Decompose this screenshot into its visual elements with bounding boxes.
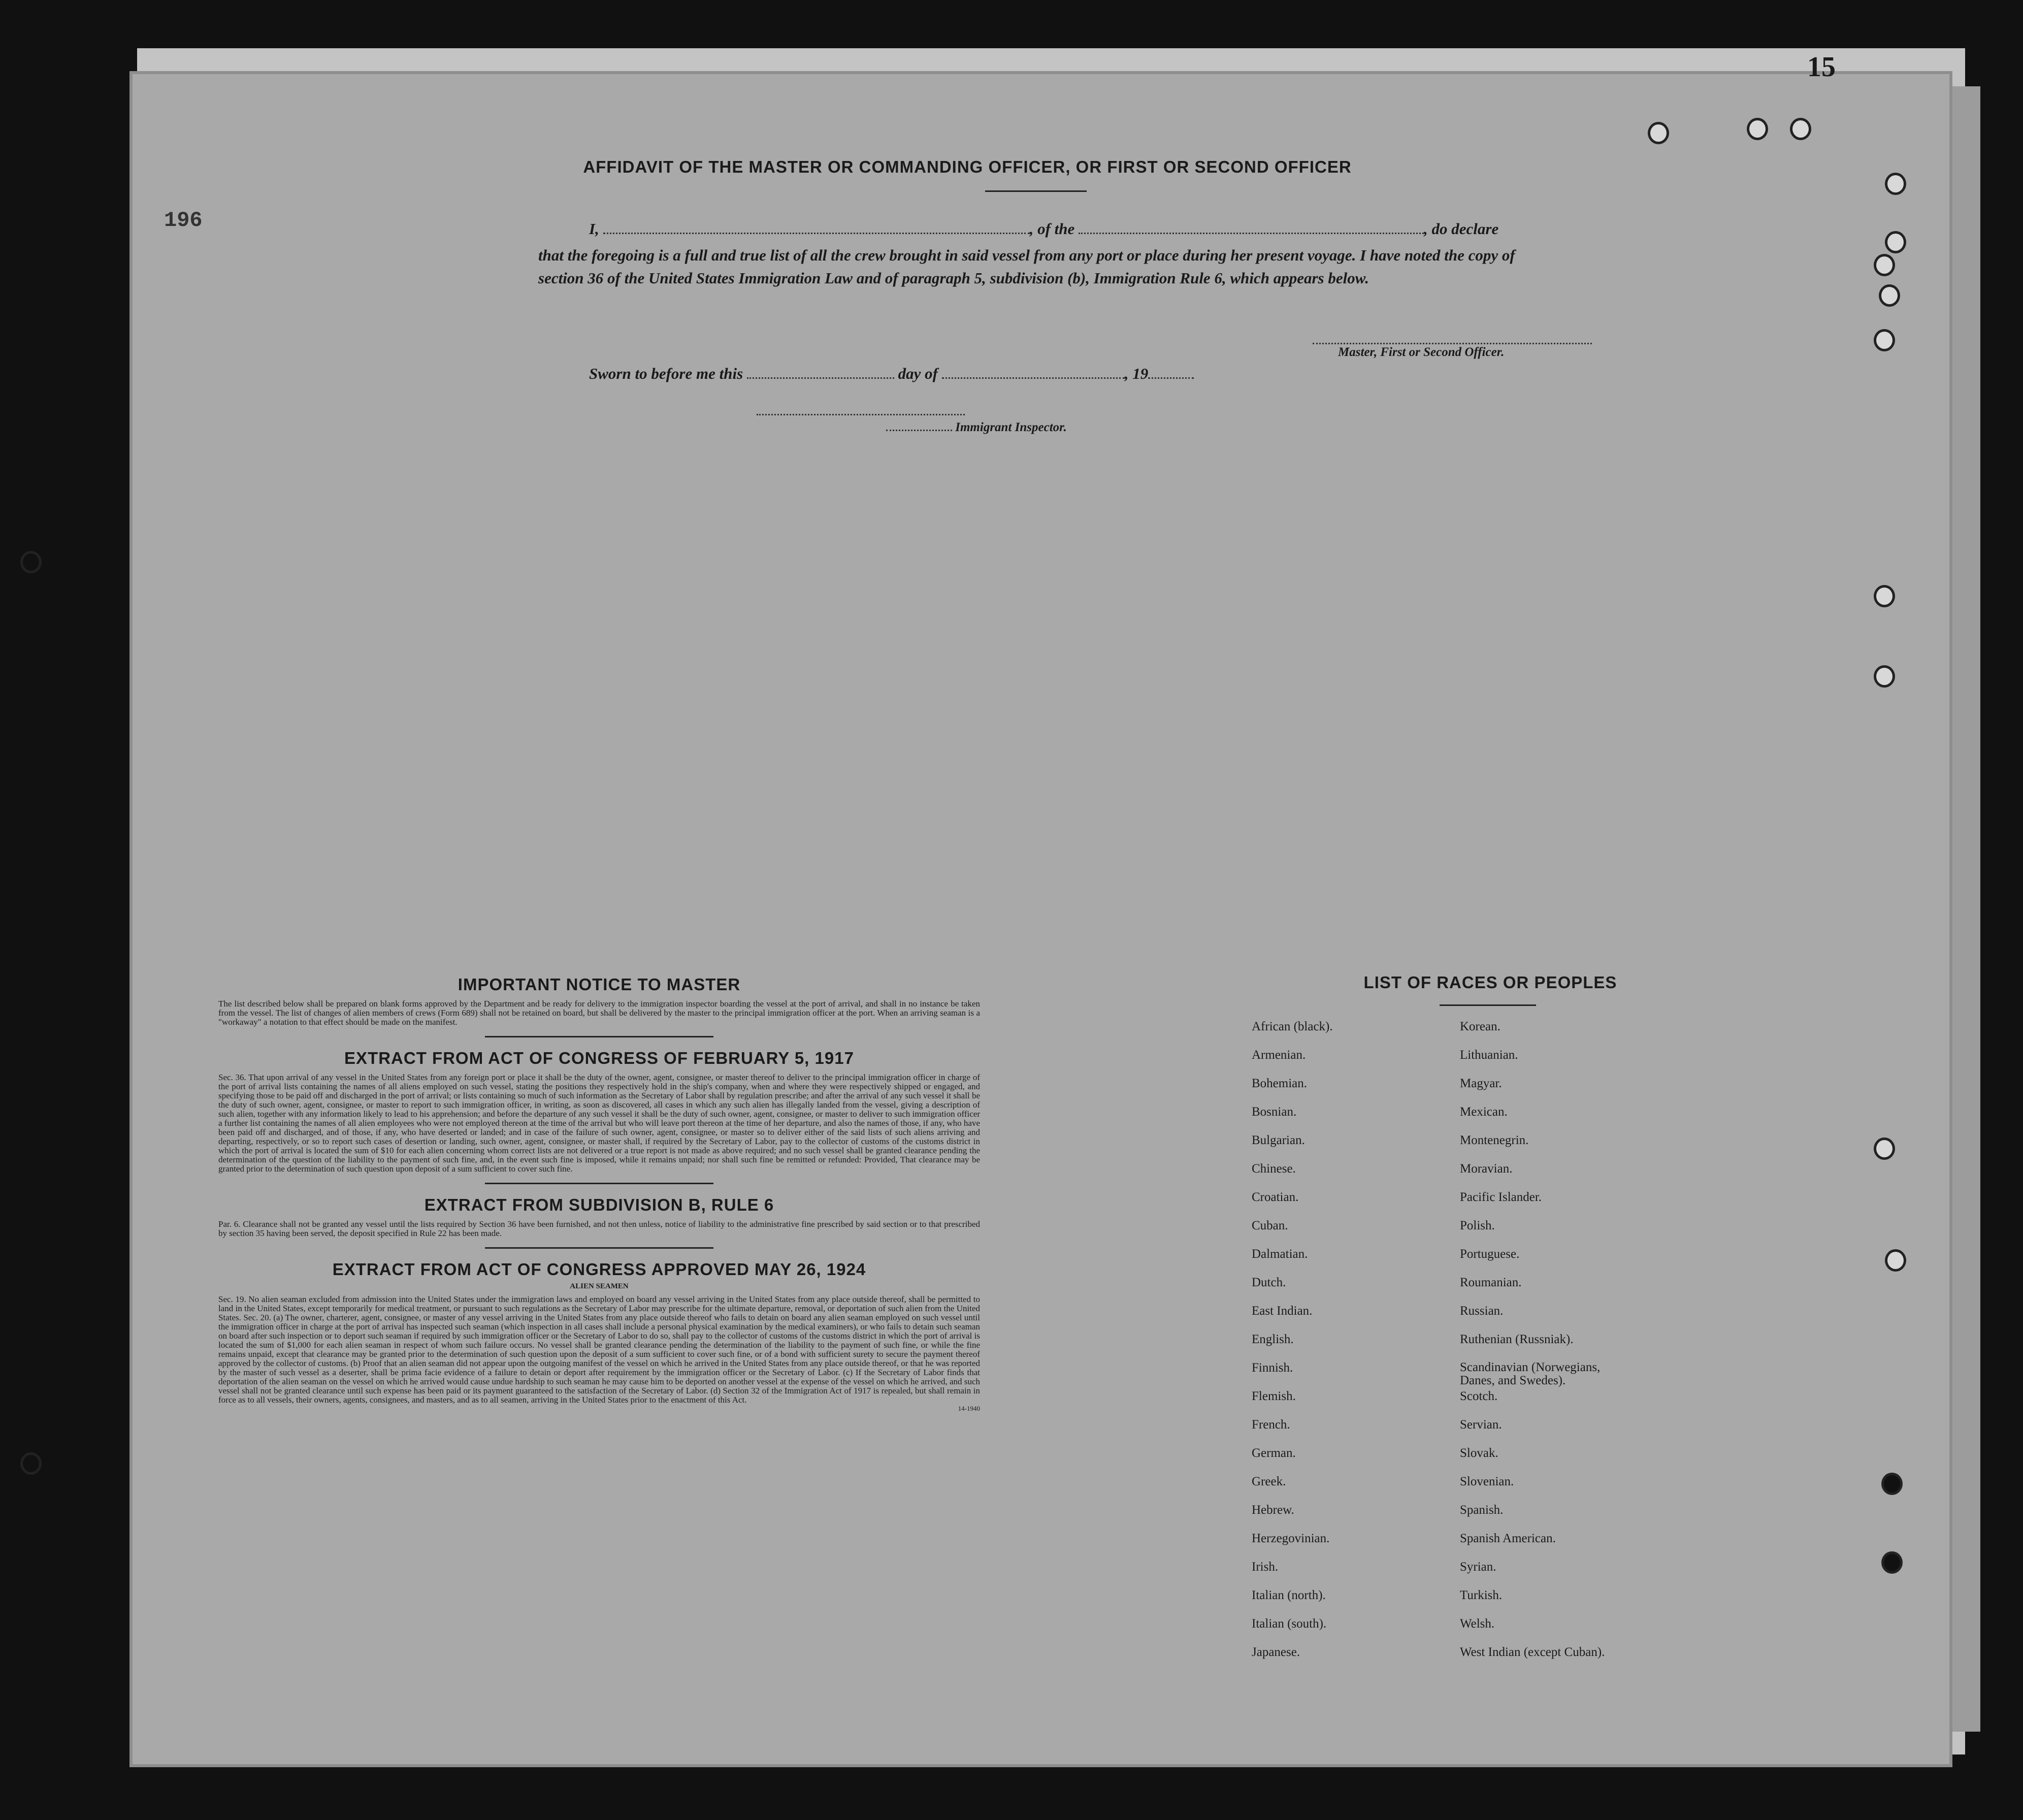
race-item: Armenian. bbox=[1252, 1048, 1306, 1062]
race-item: West Indian (except Cuban). bbox=[1460, 1645, 1605, 1659]
signer-label: Master, First or Second Officer. bbox=[1338, 345, 1505, 359]
do-declare-label: , do declare bbox=[1424, 220, 1499, 238]
rule-1 bbox=[485, 1036, 713, 1037]
form-code: 14-1940 bbox=[958, 1405, 980, 1412]
race-item: Cuban. bbox=[1252, 1219, 1288, 1232]
race-item: English. bbox=[1252, 1332, 1294, 1346]
title-rule bbox=[985, 190, 1087, 192]
binder-hole bbox=[1747, 118, 1768, 140]
race-item: Syrian. bbox=[1460, 1560, 1496, 1574]
race-item: Italian (north). bbox=[1252, 1588, 1326, 1602]
race-item: Ruthenian (Russniak). bbox=[1460, 1332, 1574, 1346]
affidavit-body: that the foregoing is a full and true list of all the crew brought in said vessel from any port or place during her present voyage. I have noted the copy of section 36 of the United States Immigration Law and of paragraph 5, subdivision (b), Immigration Rule 6, which appears below. bbox=[538, 246, 1515, 287]
notice-section bbox=[218, 975, 980, 1413]
sworn-label: Sworn to before me this bbox=[589, 365, 743, 382]
binder-hole bbox=[1885, 231, 1906, 253]
race-item: Flemish. bbox=[1252, 1389, 1296, 1403]
races-title-rule bbox=[1440, 1004, 1536, 1006]
subdivision-body: Par. 6. Clearance shall not be granted any vessel until the lists required by Section 36 have been furnished, and not then unless, notice of liability to the administrative fine prescribed by said section or to that prescribed by section 35 having been served, the deposit specified in Rule 22 has been made. bbox=[218, 1219, 980, 1238]
binder-hole bbox=[1874, 254, 1895, 276]
race-item: Pacific Islander. bbox=[1460, 1190, 1542, 1204]
race-item: Servian. bbox=[1460, 1418, 1502, 1432]
binder-hole bbox=[20, 1452, 42, 1475]
day-of-label: day of bbox=[898, 365, 938, 382]
sworn-year-field[interactable] bbox=[1148, 377, 1194, 379]
race-item: Finnish. bbox=[1252, 1361, 1293, 1375]
race-item: Moravian. bbox=[1460, 1162, 1513, 1176]
sworn-day-field[interactable] bbox=[747, 377, 894, 379]
race-item: Irish. bbox=[1252, 1560, 1279, 1574]
binder-hole bbox=[1881, 1551, 1903, 1574]
races-column-2 bbox=[1460, 1020, 1633, 1674]
race-item: Roumanian. bbox=[1460, 1276, 1522, 1289]
race-item: Bohemian. bbox=[1252, 1077, 1308, 1090]
name-field[interactable] bbox=[603, 233, 1030, 234]
race-item: Chinese. bbox=[1252, 1162, 1296, 1176]
binder-hole bbox=[1874, 585, 1895, 607]
sworn-month-field[interactable] bbox=[942, 377, 1125, 379]
race-item: Bulgarian. bbox=[1252, 1133, 1305, 1147]
stamp-number: 196 bbox=[164, 208, 203, 233]
binder-hole bbox=[1648, 122, 1669, 144]
race-item: Magyar. bbox=[1460, 1077, 1502, 1090]
binder-hole bbox=[1879, 284, 1900, 307]
binder-hole bbox=[20, 551, 42, 573]
races-column-1 bbox=[1252, 1020, 1333, 1674]
binder-hole bbox=[1874, 329, 1895, 351]
inspector-dots bbox=[886, 430, 952, 431]
rule-3 bbox=[485, 1247, 713, 1249]
extract-1924-title: EXTRACT FROM ACT OF CONGRESS APPROVED MAY 26, 1924 bbox=[332, 1260, 866, 1279]
race-item: Dutch. bbox=[1252, 1276, 1286, 1289]
binder-hole bbox=[1881, 1473, 1903, 1495]
inspector-label bbox=[886, 420, 1067, 435]
race-item: Scandinavian (Norwegians, Danes, and Swedes). bbox=[1460, 1360, 1601, 1387]
year-label: , 19 bbox=[1124, 365, 1149, 382]
binder-hole bbox=[1790, 118, 1811, 140]
subdivision-title: EXTRACT FROM SUBDIVISION B, RULE 6 bbox=[424, 1195, 774, 1214]
vessel-field[interactable] bbox=[1079, 233, 1424, 234]
binder-hole bbox=[1885, 173, 1906, 195]
extract-1924-body: Sec. 19. No alien seaman excluded from admission into the United States under the immigration laws and employed on board any vessel arriving in the United States from any place outside thereof, shall be permitted to land in the United States, except temporarily for medical treatment, or pursuant to such regulations as the Secretary of Labor may prescribe for the ultimate departure, removal, or deportation of such alien from the United States. Sec. 20. (a) The owner, charterer, agent, consignee, or master of any vessel arriving in the United States from any place outside thereof who fails to detain on board any alien seaman employed on such vessel until the immigration officer in charge at the port of arrival has inspected such seaman (which inspection in all cases shall include a personal physical examination by the medical examiners), or who fails to detain such seaman on board after such inspection or to deport such seaman if required by such immigration officer or the Secretary of Labor to do so, shall pay to the collector of customs of the customs district in which the port of arrival is located the sum of $1,000 for each alien seaman in respect of whom such failure occurs. No vessel shall be granted clearance pending the determination of the liability to the payment of such fine, or while the fine remains unpaid, except that clearance may be granted prior to the determination of such question upon the deposit of a sum sufficient to cover such fine, or of a bond with sufficient surety to secure the payment thereof approved by the collector of customs. (b) Proof that an alien seaman did not appear upon the outgoing manifest of the vessel on which he arrived in the United States from any place outside thereof, or that he was reported by the master of such vessel as a deserter, shall be prima facie evidence of a failure to detain or deport after requirement by the immigration officer or the Secretary of Labor. (c) If the Secretary of Labor finds that deportation of the alien seaman on the vessel on which he arrived would cause undue hardship to such seaman he may cause him to be deported on another vessel at the expense of the vessel on which he arrived, and such vessel shall not be granted clearance until such expense has been paid or its payment guaranteed to the satisfaction of the Secretary of Labor. (d) Section 32 of the Immigration Act of 1917 is repealed, but shall remain in force as to all vessels, their owners, agents, consignees, and masters, and as to all seamen, arriving in the United States prior to the enactment of this Act. bbox=[218, 1294, 980, 1405]
race-item: Croatian. bbox=[1252, 1190, 1299, 1204]
binder-hole bbox=[1885, 1249, 1906, 1272]
extract-1924-subtitle: ALIEN SEAMEN bbox=[570, 1282, 629, 1290]
race-item: Mexican. bbox=[1460, 1105, 1508, 1119]
race-item: Russian. bbox=[1460, 1304, 1504, 1318]
race-item: Korean. bbox=[1460, 1020, 1500, 1033]
notice-title: IMPORTANT NOTICE TO MASTER bbox=[458, 975, 741, 994]
extract-1917-body: Sec. 36. That upon arrival of any vessel in the United States from any foreign port or place it shall be the duty of the owner, agent, consignee, or master thereof to deliver to the principal immigration officer in charge of the port of arrival lists containing the names of all aliens employed on such vessel, stating the positions they respectively hold in the ship's company, when and where they were respectively shipped or engaged, and specifying those to be paid off and discharged in the port of arrival; or lists containing so much of such information as the Secretary of Labor shall by regulation prescribe; and after the arrival of any such vessel it shall be the duty of such owner, agent, consignee, or master to report to such immigration officer, in writing, as soon as discovered, all cases in which any such alien has illegally landed from the vessel, giving a description of such alien, together with any information likely to lead to his apprehension; and before the departure of any such vessel it shall be the duty of such owner, agent, consignee, or master to deliver to such immigration officer a further list containing the names of all alien employees who were not employed thereon at the time of the arrival but who will leave port thereon at the time of her departure, and also the names of those, if any, who have been paid off and discharged, and of those, if any, who have deserted or landed; and in case of the failure of such owner, agent, consignee, or master so to deliver either of the said lists of such aliens arriving and departing, respectively, or so to report such cases of desertion or landing, such owner, agent, consignee, or master shall, if required by the Secretary of Labor, pay to the collector of customs of the customs district in which the port of arrival is located the sum of $10 for each alien concerning whom correct lists are not delivered or a true report is not made as above required; and no such vessel shall be granted clearance pending the determination of the question of the liability to the payment of such fine, and, in the event such fine is imposed, while it remains unpaid; nor shall such fine be remitted or refunded: Provided, That clearance may be granted prior to the determination of such question upon deposit of a sum sufficient to cover such fine. bbox=[218, 1072, 980, 1174]
races-title: LIST OF RACES OR PEOPLES bbox=[1363, 973, 1617, 992]
affidavit-declaration-line bbox=[589, 220, 1498, 238]
sworn-line bbox=[589, 365, 1194, 383]
race-item: Japanese. bbox=[1252, 1645, 1300, 1659]
i-label: I, bbox=[589, 220, 599, 238]
of-the-label: , of the bbox=[1029, 220, 1075, 238]
affidavit-title: AFFIDAVIT OF THE MASTER OR COMMANDING OFFICER, OR FIRST OR SECOND OFFICER bbox=[583, 157, 1352, 176]
race-item: Spanish. bbox=[1460, 1503, 1504, 1517]
document-page bbox=[129, 51, 1952, 1767]
rule-2 bbox=[485, 1183, 713, 1184]
race-item: Polish. bbox=[1460, 1219, 1495, 1232]
race-item: East Indian. bbox=[1252, 1304, 1313, 1318]
binder-hole bbox=[1874, 1138, 1895, 1160]
race-item: Lithuanian. bbox=[1460, 1048, 1518, 1062]
race-item: Portuguese. bbox=[1460, 1247, 1520, 1261]
race-item: German. bbox=[1252, 1446, 1296, 1460]
race-item: Italian (south). bbox=[1252, 1617, 1327, 1631]
race-item: Turkish. bbox=[1460, 1588, 1503, 1602]
page-number: 15 bbox=[1807, 51, 1836, 83]
race-item: Montenegrin. bbox=[1460, 1133, 1529, 1147]
notice-body: The list described below shall be prepared on blank forms approved by the Department and be ready for delivery to the immigration inspector boarding the vessel at the port of arrival, and shall in no instance be taken from the vessel. The list of changes of alien members of crews (Form 689) shall not be retained on board, but shall be delivered by the master to the principal immigration officer at the port. When an arriving seaman is a "workaway" a notation to that effect should be made on the manifest. bbox=[218, 999, 980, 1027]
race-item: Slovenian. bbox=[1460, 1475, 1514, 1488]
race-item: Dalmatian. bbox=[1252, 1247, 1308, 1261]
inspector-signature-line[interactable] bbox=[757, 409, 965, 415]
extract-1917-title: EXTRACT FROM ACT OF CONGRESS OF FEBRUARY 5, 1917 bbox=[344, 1049, 854, 1067]
race-item: Herzegovinian. bbox=[1252, 1532, 1330, 1545]
inspector-label-text: Immigrant Inspector. bbox=[955, 420, 1067, 434]
race-item: Greek. bbox=[1252, 1475, 1286, 1488]
race-item: Slovak. bbox=[1460, 1446, 1498, 1460]
race-item: African (black). bbox=[1252, 1020, 1333, 1033]
binder-hole bbox=[1874, 665, 1895, 688]
signature-line[interactable] bbox=[1313, 338, 1592, 344]
race-item: Bosnian. bbox=[1252, 1105, 1297, 1119]
race-item: Welsh. bbox=[1460, 1617, 1495, 1631]
race-item: French. bbox=[1252, 1418, 1290, 1432]
race-item: Spanish American. bbox=[1460, 1532, 1556, 1545]
race-item: Hebrew. bbox=[1252, 1503, 1294, 1517]
race-item: Scotch. bbox=[1460, 1389, 1498, 1403]
